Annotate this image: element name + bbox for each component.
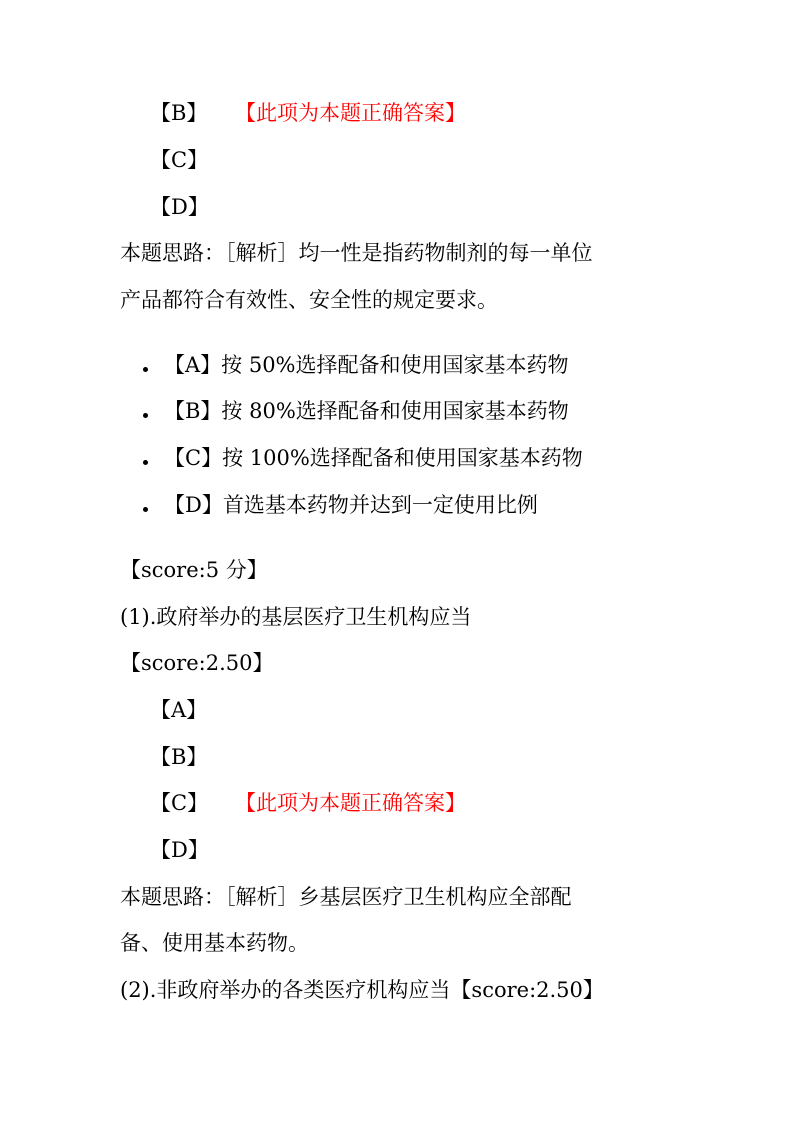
- option-c[interactable]: 【C】: [150, 791, 209, 815]
- option-d[interactable]: 【D】: [150, 195, 209, 219]
- list-item[interactable]: [143, 396, 569, 426]
- option-d[interactable]: 【D】: [150, 838, 209, 862]
- bullet-icon: [143, 460, 148, 465]
- list-item[interactable]: [143, 350, 569, 380]
- bullet-icon: [143, 507, 148, 512]
- explanation-text: 产品都符合有效性、安全性的规定要求。: [120, 288, 498, 312]
- bullet-icon: [143, 367, 148, 372]
- question-stem: (1).政府举办的基层医疗卫生机构应当: [120, 605, 472, 629]
- explanation-text: 本题思路：［解析］均一性是指药物制剂的每一单位: [120, 241, 593, 265]
- bullet-icon: [143, 413, 148, 418]
- list-item[interactable]: [143, 443, 583, 473]
- option-b[interactable]: 【B】: [150, 745, 208, 769]
- list-item-label: 【C】按 100%选择配备和使用国家基本药物: [164, 446, 583, 470]
- correct-answer-mark: 【此项为本题正确答案】: [235, 791, 466, 815]
- list-item-label: 【A】按 50%选择配备和使用国家基本药物: [164, 353, 569, 377]
- question-stem: (2).非政府举办的各类医疗机构应当【score:2.50】: [120, 978, 604, 1002]
- list-item-label: 【B】按 80%选择配备和使用国家基本药物: [164, 399, 569, 423]
- explanation-text: 备、使用基本药物。: [120, 931, 309, 955]
- option-c[interactable]: 【C】: [150, 148, 209, 172]
- list-item[interactable]: [143, 490, 538, 520]
- list-item-label: 【D】首选基本药物并达到一定使用比例: [164, 493, 538, 517]
- group-score: 【score:5 分】: [120, 558, 268, 582]
- correct-answer-mark: 【此项为本题正确答案】: [235, 101, 466, 125]
- option-b[interactable]: 【B】: [150, 101, 208, 125]
- question-score: 【score:2.50】: [120, 651, 274, 675]
- explanation-text: 本题思路：［解析］乡基层医疗卫生机构应全部配: [120, 885, 572, 909]
- option-a[interactable]: 【A】: [150, 698, 208, 722]
